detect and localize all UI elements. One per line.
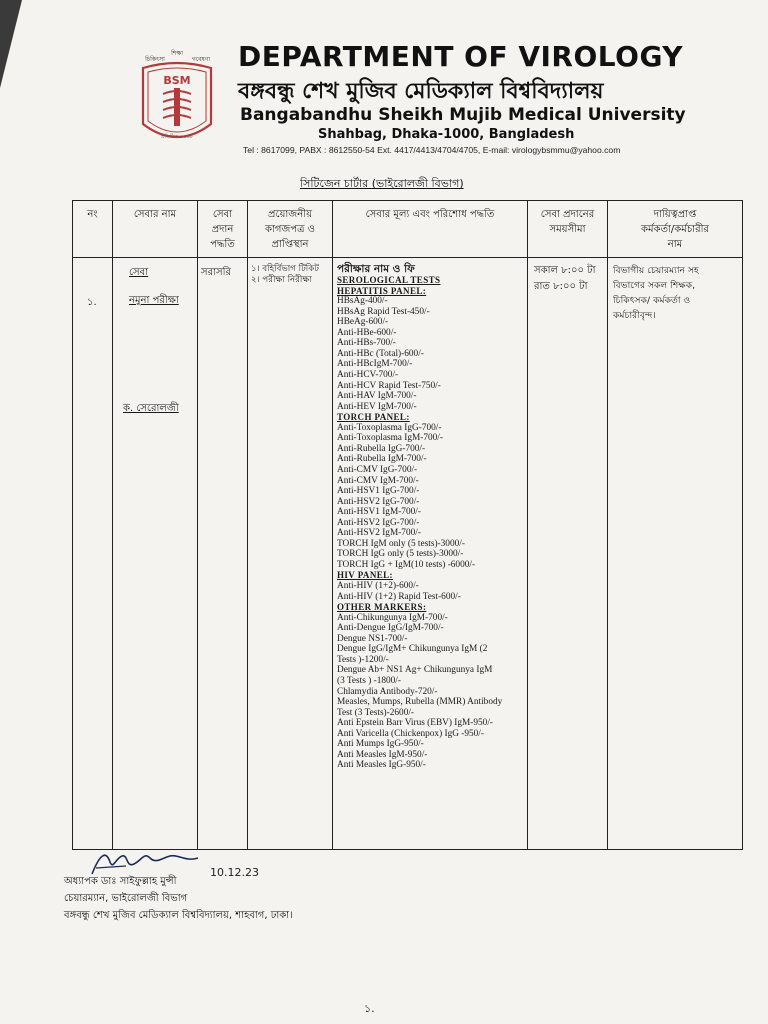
row-required-documents: ১। বহির্বিভাগ টিকিট ২। পরীক্ষা নিরীক্ষা xyxy=(248,258,333,850)
service-sample-test: নমুনা পরীক্ষা xyxy=(129,295,179,306)
test-section-heading: HEPATITIS PANEL: xyxy=(337,285,427,296)
fees-heading: পরীক্ষার নাম ও ফি xyxy=(337,263,415,275)
test-item: Anti Varicella (Chickenpox) IgG -950/- xyxy=(337,728,484,739)
charter-title: সিটিজেন চার্টার (ভাইরোলজী বিভাগ) xyxy=(300,177,464,190)
signature-date: 10.12.23 xyxy=(210,866,259,879)
test-section-heading: TORCH PANEL: xyxy=(337,412,410,423)
header-responsible-officer: দায়িত্বপ্রাপ্ত কর্মকর্তা/কর্মচারীর নাম xyxy=(608,201,743,258)
signatory-name: অধ্যাপক ডাঃ সাইফুল্লাহ মুন্সী xyxy=(64,876,177,887)
test-item: Anti-HBs-700/- xyxy=(337,338,396,349)
test-item: Anti-HSV2 IgG-700/- xyxy=(337,496,420,507)
test-item: TORCH IgM only (5 tests)-3000/- xyxy=(337,538,465,549)
header-required-documents: প্রয়োজনীয় কাগজপত্র ও প্রাপ্তিস্থান xyxy=(248,201,333,258)
test-section-heading: OTHER MARKERS: xyxy=(337,602,427,613)
test-item: HBsAg Rapid Test-450/- xyxy=(337,306,430,317)
signatory-institution: বঙ্গবন্ধু শেখ মুজিব মেডিক্যাল বিশ্ববিদ্যালয়, শাহবাগ, ঢাকা। xyxy=(64,910,293,921)
test-item: Anti-HSV2 IgM-700/- xyxy=(337,528,421,539)
header-serial: নং xyxy=(73,201,113,258)
university-name: Bangabandhu Sheikh Mujib Medical University xyxy=(240,105,686,125)
test-item: Anti-HBe-600/- xyxy=(337,327,397,338)
logo-top-text-3: গবেষণা xyxy=(191,56,211,63)
page-number: ১. xyxy=(364,1002,375,1015)
test-item: Anti Measles IgM-950/- xyxy=(337,749,428,760)
test-item: Test (3 Tests)-2600/- xyxy=(337,707,415,718)
test-item: Anti Measles IgG-950/- xyxy=(337,760,426,771)
test-item: Chlamydia Antibody-720/- xyxy=(337,686,438,697)
table-row xyxy=(73,258,743,850)
citizen-charter-table xyxy=(72,200,743,850)
test-item: Anti-HEV IgM-700/- xyxy=(337,401,417,412)
test-item: Anti-HIV (1+2)-600/- xyxy=(337,581,419,592)
row-fees xyxy=(333,258,528,850)
test-item: Anti-HSV2 IgG-700/- xyxy=(337,517,420,528)
row-responsible-officer: বিভাগীয় চেয়ারম্যান সহ বিভাগের সকল শিক্ষক, চিকিৎসক/ কর্মকর্তা ও কর্মচারীবৃন্দ। xyxy=(608,258,743,850)
university-address: Shahbag, Dhaka-1000, Bangladesh xyxy=(318,127,575,142)
row-delivery-method: সরাসরি xyxy=(198,258,248,850)
header-service-name: সেবার নাম xyxy=(113,201,198,258)
row-service-name xyxy=(113,258,198,850)
logo-year: প্রতিষ্ঠিত-১৯৯৮ xyxy=(160,134,194,140)
test-item: Anti-HBc (Total)-600/- xyxy=(337,348,424,359)
test-item: TORCH IgG + IgM(10 tests) -6000/- xyxy=(337,559,476,570)
row-serial: ১. xyxy=(73,258,113,850)
test-item: Anti-Toxoplasma IgG-700/- xyxy=(337,422,442,433)
test-item: Anti Mumps IgG-950/- xyxy=(337,739,424,750)
test-item: Anti-Toxoplasma IgM-700/- xyxy=(337,433,443,444)
test-item: Anti-CMV IgG-700/- xyxy=(337,464,418,475)
test-list xyxy=(333,258,527,773)
row-time-limit: সকাল ৮:০০ টা রাত ৮:০০ টা xyxy=(528,258,608,850)
test-item: Anti-HSV1 IgG-700/- xyxy=(337,486,420,497)
signatory-title: চেয়ারম্যান, ভাইরোলজী বিভাগ xyxy=(64,893,188,904)
university-logo xyxy=(133,46,221,152)
service-serology: ক. সেরোলজী xyxy=(123,403,179,414)
header-delivery-method: সেবা প্রদান পদ্ধতি xyxy=(198,201,248,258)
test-section-heading: HIV PANEL: xyxy=(337,570,393,581)
test-item: HBeAg-600/- xyxy=(337,317,389,328)
test-item: Anti-HBcIgM-700/- xyxy=(337,359,413,370)
test-item: Anti-HCV-700/- xyxy=(337,370,399,381)
test-item: Anti-HAV IgM-700/- xyxy=(337,391,417,402)
logo-monogram: BSM xyxy=(163,74,191,87)
test-item: Anti-HCV Rapid Test-750/- xyxy=(337,380,441,391)
test-item: Anti-HIV (1+2) Rapid Test-600/- xyxy=(337,591,461,602)
department-title: DEPARTMENT OF VIROLOGY xyxy=(238,40,684,73)
test-item: Dengue NS1-700/- xyxy=(337,633,408,644)
logo-top-text-2: চিকিৎসা xyxy=(145,56,165,63)
test-section-heading: SEROLOGICAL TESTS xyxy=(337,275,441,285)
test-item: HBsAg-400/- xyxy=(337,296,388,307)
test-item: Anti-Rubella IgG-700/- xyxy=(337,443,426,454)
test-item: Anti-HSV1 IgM-700/- xyxy=(337,507,421,518)
test-item: Anti Epstein Barr Virus (EBV) IgM-950/- xyxy=(337,718,494,729)
header-time-limit: সেবা প্রদানের সময়সীমা xyxy=(528,201,608,258)
header-fees: সেবার মূল্য এবং পরিশোধ পদ্ধতি xyxy=(333,201,528,258)
university-name-bangla: বঙ্গবন্ধু শেখ মুজিব মেডিক্যাল বিশ্ববিদ্যালয় xyxy=(238,79,604,104)
test-item: Anti-CMV IgM-700/- xyxy=(337,475,419,486)
contact-line: Tel : 8617099, PABX : 8612550-54 Ext. 4417/4413/4704/4705, E-mail: virologybsmmu@yahoo.com xyxy=(243,145,621,155)
test-item: TORCH IgG only (5 tests)-3000/- xyxy=(337,549,464,560)
test-item: Tests )-1200/- xyxy=(337,654,389,665)
signature-block xyxy=(58,848,298,934)
test-item: Dengue IgG/IgM+ Chikungunya IgM (2 xyxy=(337,644,488,655)
logo-top-text-1: শিক্ষা xyxy=(171,50,183,57)
test-item: Anti-Chikungunya IgM-700/- xyxy=(337,612,448,623)
test-item: (3 Tests ) -1800/- xyxy=(337,676,401,687)
service-label: সেবা xyxy=(129,267,149,278)
scan-corner-shadow xyxy=(0,0,22,88)
test-item: Measles, Mumps, Rubella (MMR) Antibody xyxy=(337,697,503,708)
test-item: Dengue Ab+ NS1 Ag+ Chikungunya IgM xyxy=(337,665,493,676)
test-item: Anti-Rubella IgM-700/- xyxy=(337,454,427,465)
table-header-row xyxy=(73,201,743,258)
test-item: Anti-Dengue IgG/IgM-700/- xyxy=(337,623,444,634)
